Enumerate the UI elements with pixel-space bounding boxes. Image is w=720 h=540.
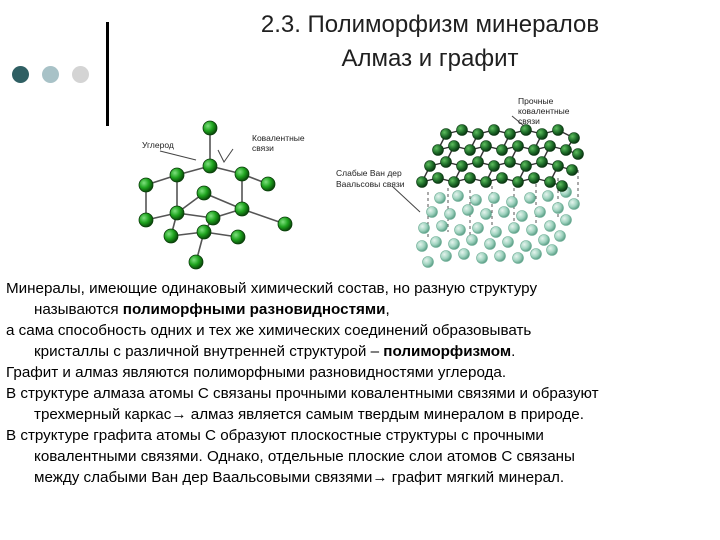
paragraph-3-line-1: Графит и алмаз являются полиморфными разновидностями углерода. bbox=[6, 364, 507, 381]
body-text bbox=[6, 278, 716, 488]
paragraph-diamond bbox=[6, 383, 716, 425]
strong-label-3: связи bbox=[518, 116, 540, 126]
weak-bond-pointer bbox=[392, 186, 420, 212]
carbon-label: Углерод bbox=[142, 140, 174, 150]
covalent-label-2: связи bbox=[252, 143, 274, 153]
paragraph-1-line-1: Минералы, имеющие одинаковый химический состав, но разную структуру bbox=[6, 280, 538, 297]
title-line-1: 2.3. Полиморфизм минералов bbox=[260, 11, 600, 38]
paragraph-2-line-1: а сама способность одних и тех же химических соединений образовывать bbox=[6, 322, 532, 339]
weak-label-2: Ваальсовы связи bbox=[336, 179, 405, 189]
paragraph-1-line-2-pre: называются bbox=[34, 301, 123, 318]
paragraph-definition bbox=[6, 278, 716, 320]
paragraph-2-line-2-pre: кристаллы с различной внутренней структурой – bbox=[34, 343, 384, 360]
paragraph-graphite-diamond bbox=[6, 362, 716, 383]
strong-label-1: Прочные bbox=[518, 96, 554, 106]
term-polymorphism: полиморфизмом bbox=[383, 343, 512, 360]
strong-label-2: ковалентные bbox=[518, 106, 570, 116]
paragraph-1-line-2-post: , bbox=[385, 301, 390, 318]
paragraph-graphite bbox=[6, 425, 716, 488]
paragraph-5-line-1: В структуре графита атомы С образуют плоскостные структуры с прочными bbox=[6, 427, 544, 444]
title-line-2: Алмаз и графит bbox=[341, 45, 519, 72]
covalent-pointer bbox=[218, 149, 233, 162]
paragraph-4-line-2: трехмерный каркас→ алмаз является самым твердым минералом в природе. bbox=[34, 406, 584, 423]
graphite-structure bbox=[417, 125, 584, 268]
paragraph-5-line-2: ковалентными связями. Однако, отдельные плоские слои атомов С связаны bbox=[34, 448, 575, 465]
term-polymorphic-varieties: полиморфными разновидностями bbox=[122, 301, 386, 318]
paragraph-polymorphism bbox=[6, 320, 716, 362]
paragraph-4-line-1: В структуре алмаза атомы С связаны прочными ковалентными связями и образуют bbox=[6, 385, 599, 402]
paragraph-5-line-3: между слабыми Ван дер Ваальсовыми связями→ графит мягкий минерал. bbox=[34, 469, 565, 486]
paragraph-2-line-2-post: . bbox=[511, 343, 516, 360]
covalent-label-1: Ковалентные bbox=[252, 133, 305, 143]
carbon-pointer bbox=[160, 151, 196, 160]
weak-label-1: Слабые Ван дер bbox=[336, 168, 402, 178]
